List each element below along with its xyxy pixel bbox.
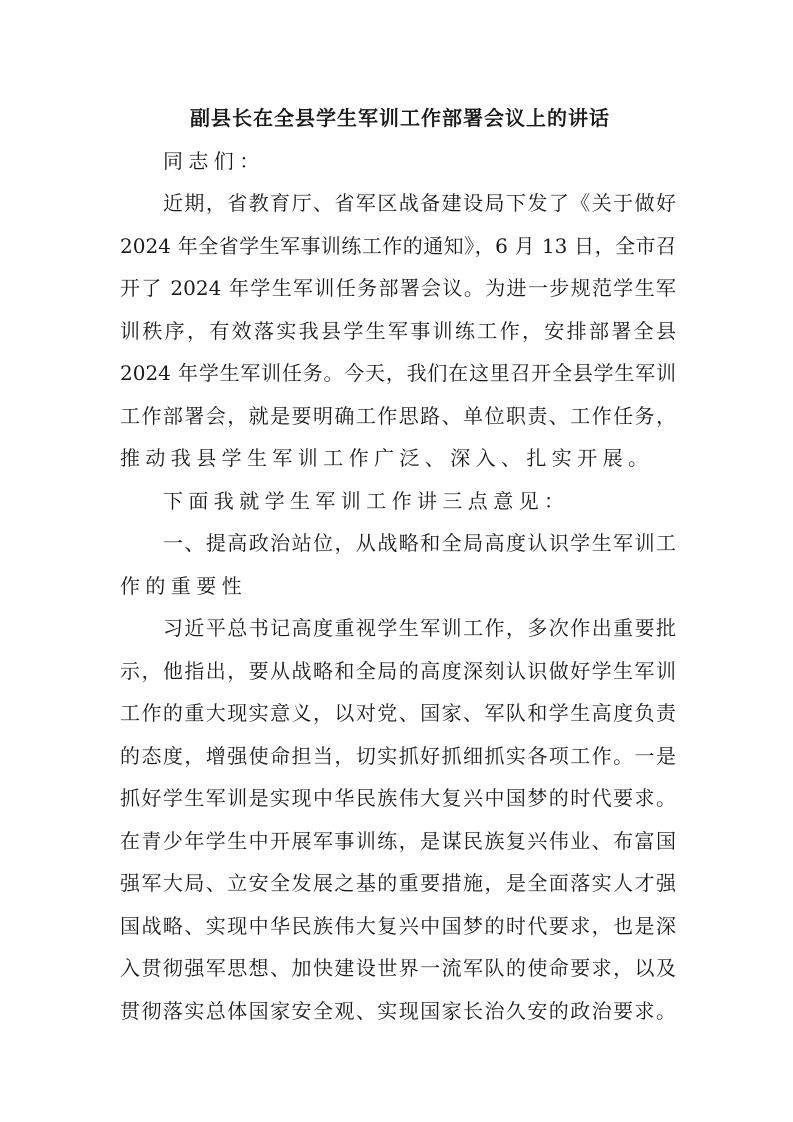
text-line: 推动我县学生军训工作广泛、深入、扎实开展。 <box>120 446 654 470</box>
text-line: 示，他指出，要从战略和全局的高度深刻认识做好学生军训 <box>120 658 676 683</box>
text-line: 国战略、实现中华民族伟大复兴中国梦的时代要求，也是深 <box>120 913 676 938</box>
text-line: 训秩序，有效落实我县学生军事训练工作，安排部署全县 <box>120 318 676 343</box>
paragraph <box>120 140 676 183</box>
paragraph <box>120 480 676 523</box>
text-line: 工作部署会，就是要明确工作思路、单位职责、工作任务， <box>120 403 676 428</box>
document-title: 副县长在全县学生军训工作部署会议上的讲话 <box>190 106 610 130</box>
text-line: 习近平总书记高度重视学生军训工作，多次作出重要批 <box>163 616 676 640</box>
text-line: 作的重要性 <box>120 573 247 598</box>
text-line: 入贯彻强军思想、加快建设世界一流军队的使命要求，以及 <box>120 956 676 980</box>
text-line: 工作的重大现实意义，以对党、国家、军队和学生高度负责 <box>120 701 676 725</box>
text-line: 同志们： <box>163 148 265 173</box>
text-line: 开了 2024 年学生军训任务部署会议。为进一步规范学生军 <box>120 276 676 300</box>
text-line: 在青少年学生中开展军事训练，是谋民族复兴伟业、布富国 <box>120 828 676 853</box>
text-line: 的态度，增强使命担当，切实抓好抓细抓实各项工作。一是 <box>120 743 676 768</box>
document-page <box>120 97 676 1032</box>
text-line: 抓好学生军训是实现中华民族伟大复兴中国梦的时代要求。 <box>120 786 676 810</box>
text-line: 2024 年学生军训任务。今天，我们在这里召开全县学生军训 <box>120 361 676 385</box>
text-line: 强军大局、立安全发展之基的重要措施，是全面落实人才强 <box>120 871 676 895</box>
text-line: 2024 年全省学生军事训练工作的通知》，6 月 13 日，全市召 <box>120 233 676 258</box>
document-body <box>120 140 676 1033</box>
paragraph <box>120 607 676 1032</box>
text-line: 下面我就学生军训工作讲三点意见： <box>163 488 570 513</box>
text-line: 贯彻落实总体国家安全观、实现国家长治久安的政治要求。 <box>120 998 676 1023</box>
text-line: 一、提高政治站位，从战略和全局高度认识学生军训工 <box>163 531 676 555</box>
paragraph <box>120 182 676 480</box>
text-line: 近期，省教育厅、省军区战备建设局下发了《关于做好 <box>163 191 676 215</box>
paragraph <box>120 522 676 607</box>
